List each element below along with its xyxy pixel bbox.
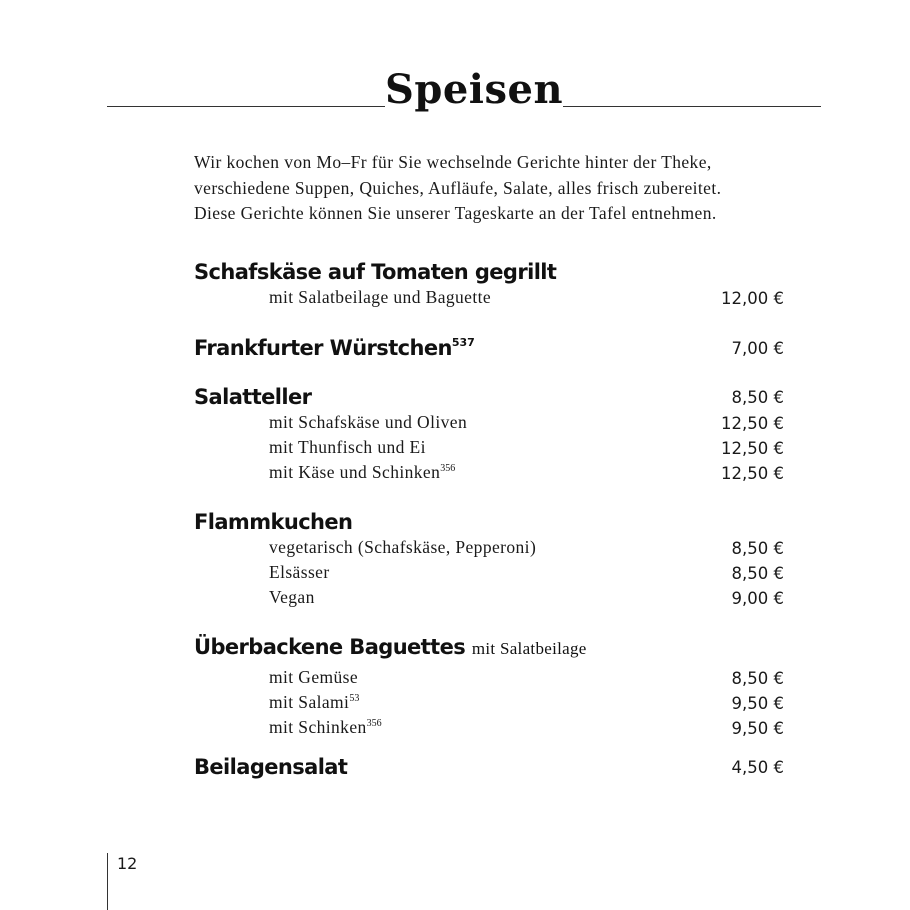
section-title: Schafskäse auf Tomaten gegrillt bbox=[194, 260, 557, 284]
menu-item-label: Elsässer bbox=[269, 562, 330, 582]
section-heading-flammkuchen bbox=[194, 508, 784, 536]
allergen-superscript: 356 bbox=[440, 463, 456, 474]
menu-item bbox=[194, 409, 784, 437]
intro-line: verschiedene Suppen, Quiches, Aufläufe, Salate, alles frisch zubereitet. bbox=[194, 177, 722, 198]
menu-item-label: mit Salatbeilage und Baguette bbox=[269, 287, 492, 307]
section-heading-frankfurter bbox=[194, 334, 784, 362]
menu-item-label-text: mit Käse und Schinken bbox=[269, 462, 441, 482]
menu-item-price: 12,50 € bbox=[721, 439, 784, 458]
menu-item bbox=[194, 584, 784, 612]
allergen-superscript: 53 bbox=[349, 693, 360, 704]
menu-item-label: vegetarisch (Schafskäse, Pepperoni) bbox=[269, 537, 537, 557]
menu-item bbox=[194, 534, 784, 562]
section-heading-baguettes bbox=[194, 633, 784, 661]
section-title bbox=[194, 336, 475, 360]
section-price: 4,50 € bbox=[731, 758, 784, 777]
menu-item bbox=[194, 434, 784, 462]
menu-item bbox=[194, 714, 784, 742]
menu-item bbox=[194, 689, 784, 717]
menu-item-label-text: mit Salami bbox=[269, 692, 350, 712]
section-note: mit Salatbeilage bbox=[471, 639, 587, 658]
page-margin-rule bbox=[107, 853, 108, 910]
menu-item-price: 9,00 € bbox=[731, 589, 784, 608]
menu-item-price: 8,50 € bbox=[731, 539, 784, 558]
section-heading-salatteller bbox=[194, 383, 784, 411]
section-price: 7,00 € bbox=[731, 339, 784, 358]
page-title: Speisen bbox=[385, 66, 564, 113]
menu-item bbox=[194, 459, 784, 487]
intro-line: Wir kochen von Mo–Fr für Sie wechselnde Gerichte hinter der Theke, bbox=[194, 152, 712, 172]
menu-item bbox=[194, 559, 784, 587]
menu-item-price: 9,50 € bbox=[731, 719, 784, 738]
menu-item-label bbox=[269, 462, 455, 483]
menu-item-price: 12,50 € bbox=[721, 414, 784, 433]
menu-item-label: mit Gemüse bbox=[269, 667, 359, 687]
section-price: 8,50 € bbox=[731, 388, 784, 407]
section-title: Beilagensalat bbox=[194, 755, 348, 779]
menu-item-label bbox=[269, 692, 359, 713]
menu-item-price: 8,50 € bbox=[731, 669, 784, 688]
menu-item-price: 8,50 € bbox=[731, 564, 784, 583]
title-rule-left bbox=[107, 106, 385, 107]
menu-item-label: Vegan bbox=[269, 587, 315, 607]
section-title-text: Frankfurter Würstchen bbox=[194, 336, 452, 360]
page-number: 12 bbox=[117, 854, 138, 873]
section-title bbox=[194, 635, 587, 659]
section-title: Salatteller bbox=[194, 385, 312, 409]
section-title: Flammkuchen bbox=[194, 510, 353, 534]
menu-item bbox=[194, 284, 784, 312]
menu-item-label: mit Schafskäse und Oliven bbox=[269, 412, 468, 432]
intro-text bbox=[194, 150, 814, 227]
section-heading-beilagensalat bbox=[194, 753, 784, 781]
section-heading-schafskaese bbox=[194, 258, 784, 286]
title-rule-right bbox=[563, 106, 821, 107]
menu-item-price: 12,00 € bbox=[721, 289, 784, 308]
menu-item-price: 12,50 € bbox=[721, 464, 784, 483]
title-row bbox=[107, 62, 821, 122]
section-title-text: Überbackene Baguettes bbox=[194, 635, 466, 659]
allergen-superscript: 356 bbox=[366, 718, 382, 729]
menu-item-price: 9,50 € bbox=[731, 694, 784, 713]
menu-item-label bbox=[269, 717, 382, 738]
intro-line: Diese Gerichte können Sie unserer Tageskarte an der Tafel entnehmen. bbox=[194, 203, 717, 223]
allergen-superscript: 537 bbox=[451, 336, 475, 349]
menu-item-label: mit Thunfisch und Ei bbox=[269, 437, 426, 457]
menu-item-label-text: mit Schinken bbox=[269, 717, 367, 737]
menu-item bbox=[194, 664, 784, 692]
